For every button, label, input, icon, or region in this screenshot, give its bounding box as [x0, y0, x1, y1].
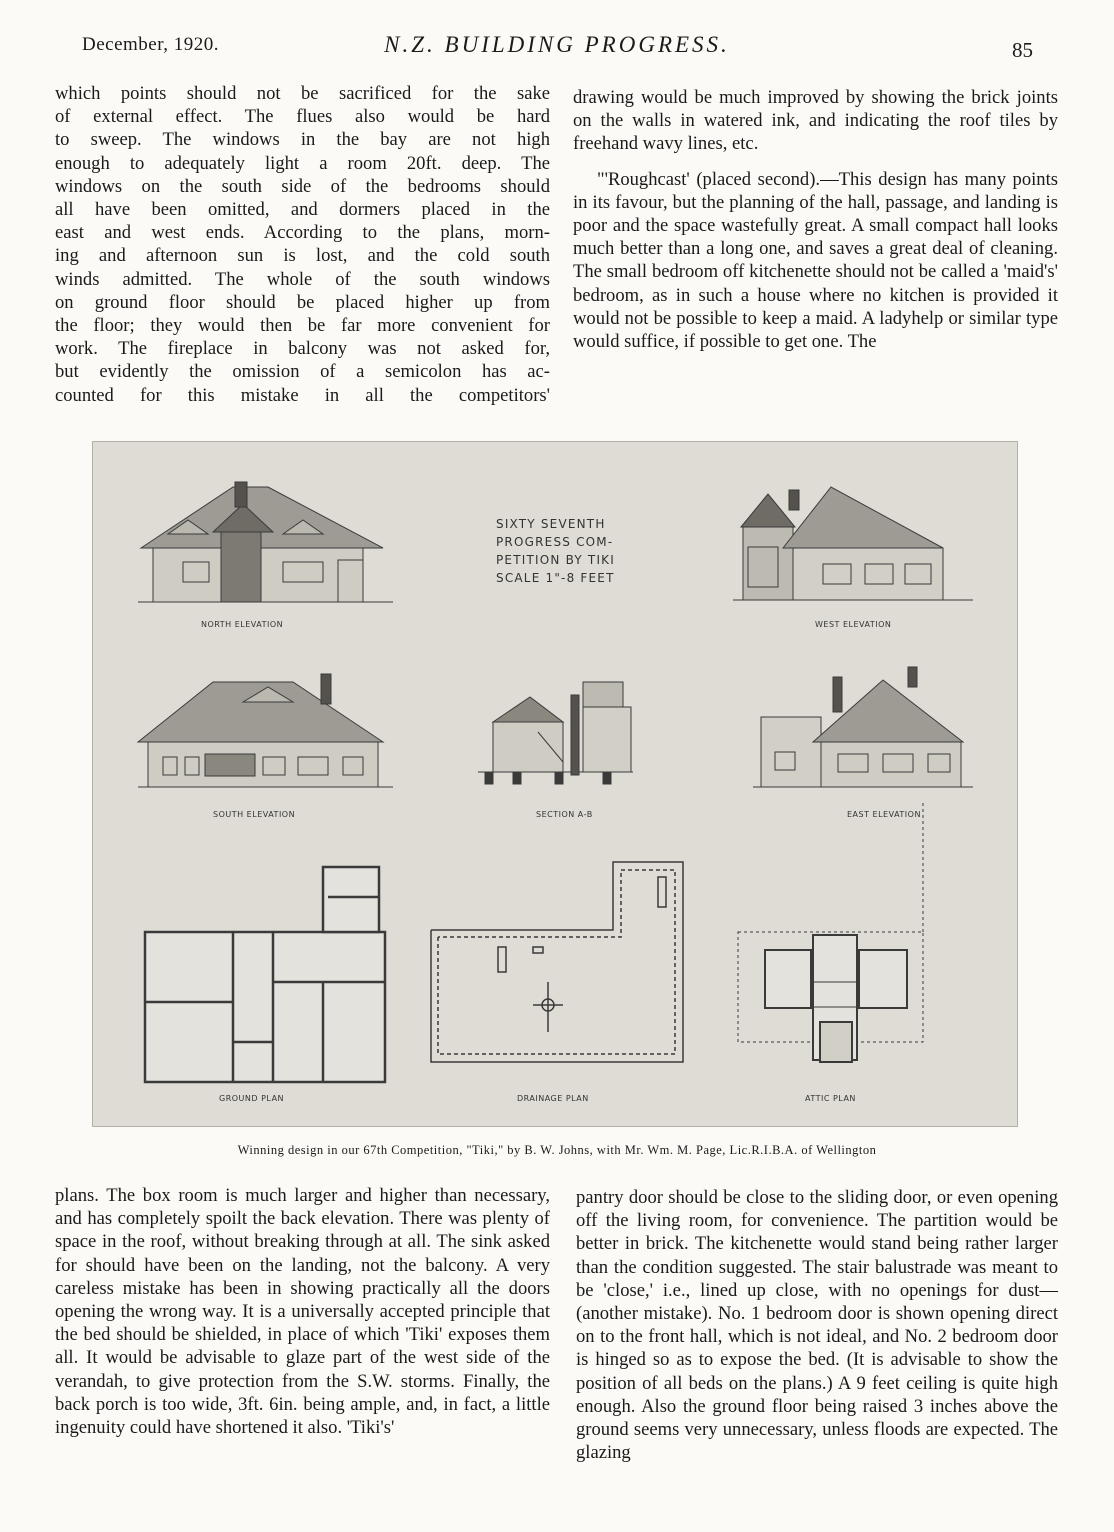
east-elevation-drawing: [753, 667, 973, 787]
column-bottom-left: [55, 1184, 550, 1439]
text-line: on ground floor should be placed higher up from: [55, 291, 550, 313]
text-line: east and west ends. According to the plans, morn-: [55, 222, 550, 244]
text-line: work. The fireplace in balcony was not asked for,: [55, 338, 550, 360]
text-line: windows on the south side of the bedrooms should: [55, 175, 550, 197]
label-attic-plan: ATTIC PLAN: [805, 1094, 856, 1103]
paragraph-pantry: pantry door should be close to the sliding door, or even opening off the living room, for convenience. The partition would be better in brick. The kitchenette would stand being rather larger than the condition suggested. The stair balustrade was meant to be 'close,' i.e., lined up close, with no openings for dust—(another mistake). No. 1 bedroom door is shown opening direct on to the front hall, which is not ideal, and No. 2 bedroom door is hinged so as to expose the bed. (It is advisable to show the position of all beds on the plans.) A 9 feet ceiling is quite high enough. Also the ground floor being raised 3 inches above the ground seems very unnecessary, unless floods are expected. The glazing: [576, 1187, 1058, 1464]
running-head: [0, 0, 1114, 70]
south-elevation-drawing: [138, 674, 393, 787]
column-top-left: [55, 82, 550, 407]
label-west-elevation: WEST ELEVATION: [815, 620, 892, 629]
paragraph-drawing-note: drawing would be much improved by showing the brick joints on the walls in watered ink, and indicating the roof tiles by freehand wavy lines, etc.: [573, 87, 1058, 155]
west-elevation-drawing: [733, 487, 973, 600]
plate-title-line: PETITION BY TIKI: [496, 553, 615, 567]
text-line: the floor; they would then be far more convenient for: [55, 315, 550, 337]
issue-date: December, 1920.: [82, 34, 220, 55]
label-section: SECTION A-B: [536, 810, 593, 819]
figure-caption: Winning design in our 67th Competition, "Tiki," by B. W. Johns, with Mr. Wm. M. Page, Lic.R.I.B.A. of Wellington: [237, 1143, 877, 1157]
text-line: of external effect. The flues also would be hard: [55, 106, 550, 128]
plate-title-block: [496, 515, 636, 587]
text-line: counted for this mistake in all the competitors': [55, 384, 550, 406]
text-line: winds admitted. The whole of the south windows: [55, 268, 550, 290]
ground-plan-drawing: [145, 867, 385, 1082]
label-drainage-plan: DRAINAGE PLAN: [517, 1094, 589, 1103]
label-north-elevation: NORTH ELEVATION: [201, 620, 284, 629]
attic-plan-drawing: [738, 802, 923, 1062]
journal-title: N.Z. BUILDING PROGRESS.: [384, 32, 730, 57]
plate-title-line: PROGRESS COM-: [496, 535, 614, 549]
architectural-plate: [92, 441, 1018, 1127]
text-line: ing and afternoon sun is lost, and the cold south: [55, 245, 550, 267]
text-line: but evidently the omission of a semicolon has ac-: [55, 361, 550, 383]
text-line: enough to adequately light a room 20ft. deep. The: [55, 152, 550, 174]
column-top-left-lines: [55, 82, 550, 407]
plate-title-line: SCALE 1"-8 FEET: [496, 571, 615, 585]
drainage-plan-drawing: [431, 862, 683, 1062]
paragraph-box-room: plans. The box room is much larger and higher than necessary, and has completely spoilt the back elevation. There was plenty of space in the roof, without breaking through at all. The sink asked for should have been on the landing, not the balcony. A very careless mistake has been in showing practically all the doors opening the wrong way. It is a universally accepted principle that the bed should be shielded, in place of which 'Tiki' exposes them all. It would be advisable to glaze part of the west side of the verandah, to give protection from the S.W. storms. Finally, the back porch is too wide, 3ft. 6in. being ample, and, in fact, a little ingenuity could have shortened it also. 'Tiki's': [55, 1185, 550, 1439]
label-east-elevation: EAST ELEVATION: [847, 810, 921, 819]
north-elevation-drawing: [138, 482, 393, 602]
label-south-elevation: SOUTH ELEVATION: [213, 810, 296, 819]
column-top-right: [573, 86, 1058, 353]
label-ground-plan: GROUND PLAN: [219, 1094, 285, 1103]
column-bottom-right: [576, 1186, 1058, 1464]
text-line: to sweep. The windows in the bay are not high: [55, 129, 550, 151]
text-line: which points should not be sacrificed for the sake: [55, 83, 550, 104]
paragraph-roughcast: "'Roughcast' (placed second).—This design has many points in its favour, but the planning of the hall, passage, and landing is poor and the space wastefully great. A small compact hall looks much better than a long one, and saves a great deal of cleaning. The small bedroom off kitchenette should not be called a 'maid's' bedroom, as in such a house where no kitchen is provided it would not be possible to keep a maid. A ladyhelp or similar type would suffice, if possible to get one. The: [573, 168, 1058, 353]
section-drawing: [478, 682, 633, 784]
plate-title-line: SIXTY SEVENTH: [496, 517, 606, 531]
page-number: 85: [1012, 38, 1033, 62]
text-line: all have been omitted, and dormers placed in the: [55, 199, 550, 221]
